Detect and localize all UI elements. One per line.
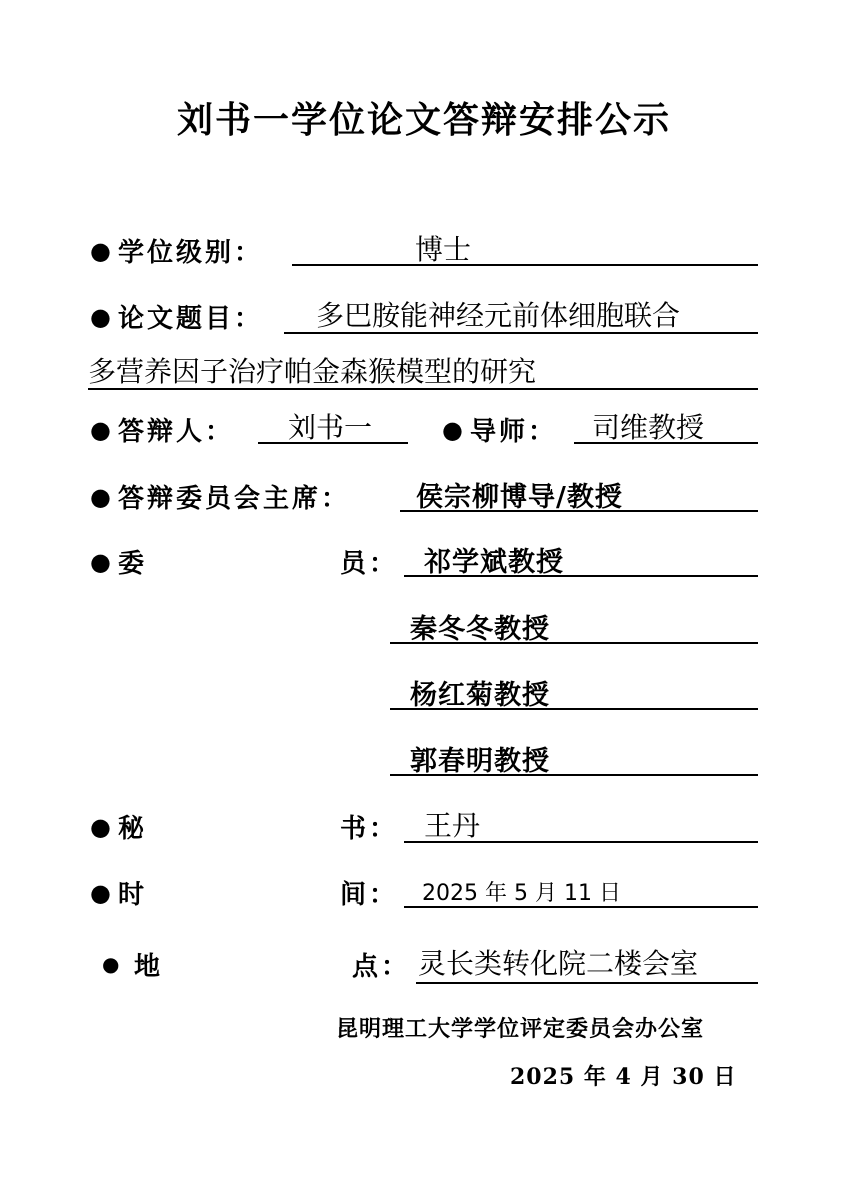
place-underline [416, 982, 758, 984]
thesis-label: 论文题目： [118, 304, 264, 334]
member-value-3: 杨红菊教授 [410, 680, 550, 711]
bullet-icon: ● [90, 302, 111, 331]
secretary-label-left: 秘 [118, 814, 148, 844]
chair-value: 侯宗柳博导/教授 [416, 482, 623, 513]
footer-office: 昆明理工大学学位评定委员会办公室 [336, 1016, 705, 1042]
bullet-icon: ● [90, 236, 111, 265]
thesis-value-line2: 多营养因子治疗帕金森猴模型的研究 [88, 355, 537, 388]
member-value-2: 秦冬冬教授 [410, 614, 550, 645]
place-label-right: 点： [352, 952, 411, 982]
bullet-icon: ● [90, 878, 111, 907]
thesis-value-line1: 多巴胺能神经元前体细胞联合 [316, 299, 681, 332]
place-label-left: 地 [134, 952, 164, 982]
bullet-icon: ● [90, 482, 111, 511]
members-label-right: 员： [340, 549, 399, 579]
secretary-label-right: 书： [340, 814, 399, 844]
member-value-1: 祁学斌教授 [424, 547, 564, 578]
advisor-value: 司维教授 [592, 411, 705, 444]
degree-label: 学位级别： [118, 238, 264, 268]
bullet-icon: ● [102, 952, 120, 976]
place-value: 灵长类转化院二楼会室 [418, 947, 699, 980]
defender-value: 刘书一 [288, 411, 373, 444]
members-label-left: 委 [118, 549, 148, 579]
time-label-left: 时 [118, 880, 148, 910]
bullet-icon: ● [442, 415, 463, 444]
time-value: 2025 年 5 月 11 日 [422, 881, 621, 906]
secretary-value: 王丹 [424, 809, 481, 842]
degree-underline [292, 264, 758, 266]
page-title: 刘书一学位论文答辩安排公示 [176, 99, 671, 141]
degree-value: 博士 [415, 233, 472, 266]
defender-label: 答辩人： [118, 417, 235, 447]
chair-label: 答辩委员会主席： [118, 484, 351, 514]
advisor-label: 导师： [470, 417, 558, 447]
bullet-icon: ● [90, 812, 111, 841]
footer-date: 2025 年 4 月 30 日 [510, 1064, 737, 1090]
member-value-4: 郭春明教授 [410, 746, 550, 777]
time-label-right: 间： [340, 880, 399, 910]
bullet-icon: ● [90, 415, 111, 444]
bullet-icon: ● [90, 547, 111, 576]
